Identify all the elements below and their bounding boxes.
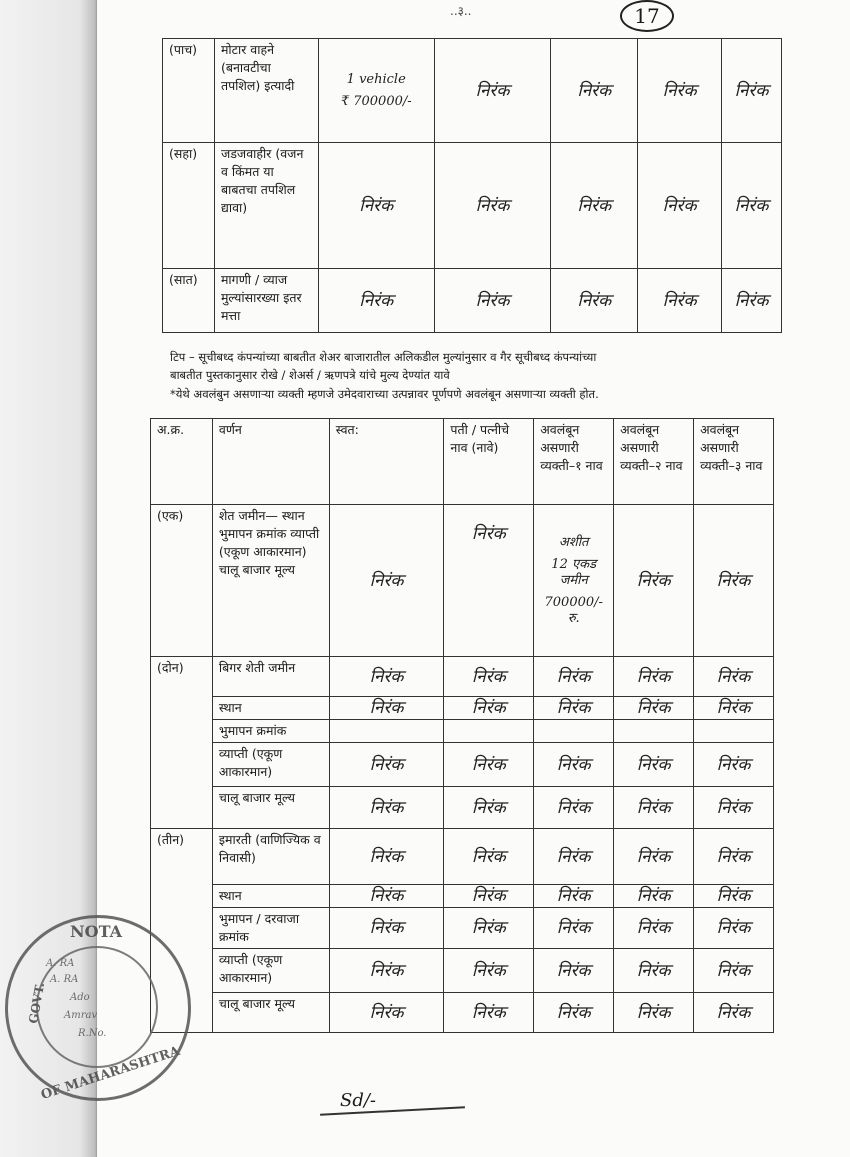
row-number: (पाच) [163, 39, 215, 143]
handwritten-value: निरंक [694, 908, 774, 949]
handwritten-value: निरंक [722, 143, 782, 269]
handwritten-value: निरंक [722, 269, 782, 333]
table-row [151, 829, 774, 885]
table-row [151, 505, 774, 657]
row-description: भुमापन / दरवाजा क्रमांक [212, 908, 329, 949]
handwritten-value: निरंक [694, 697, 774, 720]
row-description: व्याप्ती (एकूण आकारमान) [212, 743, 329, 787]
header-dependent-2: अवलंबून असणारी व्यक्ती–२ नाव [614, 419, 694, 505]
row-description: चालू बाजार मूल्य [212, 993, 329, 1033]
table-row [151, 657, 774, 697]
row-number: (सात) [163, 269, 215, 333]
handwritten-value: निरंक [534, 743, 614, 787]
table-row [151, 787, 774, 829]
row-number: (सहा) [163, 143, 215, 269]
page-number: ..३.. [450, 4, 472, 18]
handwritten-self-value: 1 vehicle ₹ 700000/- [318, 39, 434, 143]
table-row [151, 908, 774, 949]
row-description: चालू बाजार मूल्य [212, 787, 329, 829]
row-description: बिगर शेती जमीन [212, 657, 329, 697]
handwritten-value: निरंक [614, 993, 694, 1033]
row-number: (तीन) [151, 829, 213, 1033]
notary-stamp [5, 915, 191, 1104]
handwritten-value: निरंक [444, 908, 534, 949]
handwritten-value: निरंक [694, 505, 774, 657]
handwritten-value: निरंक [444, 885, 534, 908]
handwritten-value: निरंक [534, 787, 614, 829]
handwritten-value: निरंक [614, 743, 694, 787]
handwritten-value: निरंक [551, 39, 638, 143]
handwritten-value: निरंक [444, 657, 534, 697]
handwritten-value: निरंक [694, 787, 774, 829]
row-number: (दोन) [151, 657, 213, 829]
stamp-line: Ado [70, 992, 90, 1003]
handwritten-value: निरंक [534, 949, 614, 993]
stamp-bottom-text: OF MAHARASHTRA [39, 1043, 182, 1104]
handwritten-value: निरंक [551, 143, 638, 269]
handwritten-value: निरंक [329, 908, 444, 949]
handwritten-value: निरंक [614, 885, 694, 908]
handwritten-value: निरंक [534, 908, 614, 949]
handwritten-value [329, 720, 444, 743]
stamp-line: R.No. [78, 1028, 107, 1039]
handwritten-value: निरंक [614, 787, 694, 829]
table-row [163, 269, 782, 333]
handwritten-value: निरंक [694, 949, 774, 993]
header-serial: अ.क्र. [151, 419, 213, 505]
handwritten-value: निरंक [434, 39, 551, 143]
handwritten-spouse-value: निरंक [444, 505, 534, 657]
row-description: भुमापन क्रमांक [212, 720, 329, 743]
row-description: इमारती (वाणिज्यिक व निवासी) [212, 829, 329, 885]
table-row [151, 697, 774, 720]
handwritten-value: निरंक [329, 829, 444, 885]
stamp-line: Amrav [64, 1010, 98, 1021]
handwritten-value: निरंक [614, 657, 694, 697]
handwritten-value: निरंक [614, 829, 694, 885]
handwritten-value: निरंक [694, 993, 774, 1033]
handwritten-value [614, 720, 694, 743]
handwritten-value: निरंक [722, 39, 782, 143]
table-row [163, 143, 782, 269]
table-row [151, 993, 774, 1033]
handwritten-value: निरंक [444, 787, 534, 829]
table-row [151, 949, 774, 993]
handwritten-value: निरंक [534, 697, 614, 720]
row-description: जडजवाहीर (वजन व किंमत या बाबतचा तपशिल द्यावा) [214, 143, 318, 269]
handwritten-value: निरंक [329, 885, 444, 908]
handwritten-value: निरंक [551, 269, 638, 333]
header-spouse: पती / पत्नीचे नाव (नावे) [444, 419, 534, 505]
handwritten-value: निरंक [534, 885, 614, 908]
handwritten-value: निरंक [444, 743, 534, 787]
handwritten-value: निरंक [638, 39, 722, 143]
row-description: स्थान [212, 697, 329, 720]
handwritten-value: निरंक [614, 949, 694, 993]
handwritten-value: निरंक [444, 949, 534, 993]
circled-page-number: 17 [620, 0, 674, 32]
row-description: मागणी / व्याज मुल्यांसारख्या इतर मत्ता [214, 269, 318, 333]
handwritten-value: निरंक [614, 505, 694, 657]
table-row [151, 743, 774, 787]
handwritten-value: निरंक [329, 697, 444, 720]
handwritten-self-value: निरंक [318, 143, 434, 269]
row-description: स्थान [212, 885, 329, 908]
header-dependent-1: अवलंबून असणारी व्यक्ती–१ नाव [534, 419, 614, 505]
row-description: मोटार वाहने (बनावटीचा तपशिल) इत्यादी [214, 39, 318, 143]
header-self: स्वत: [329, 419, 444, 505]
handwritten-value: निरंक [614, 908, 694, 949]
handwritten-value [694, 720, 774, 743]
handwritten-value: निरंक [434, 269, 551, 333]
handwritten-self-value: निरंक [318, 269, 434, 333]
handwritten-value: निरंक [329, 657, 444, 697]
handwritten-value: निरंक [534, 829, 614, 885]
header-description: वर्णन [212, 419, 329, 505]
table-row [163, 39, 782, 143]
land-buildings-table [150, 418, 774, 1033]
header-dependent-3: अवलंबून असणारी व्यक्ती–३ नाव [694, 419, 774, 505]
handwritten-value: निरंक [329, 993, 444, 1033]
row-number: (एक) [151, 505, 213, 657]
table-header-row [151, 419, 774, 505]
handwritten-value: निरंक [444, 697, 534, 720]
handwritten-value: निरंक [329, 743, 444, 787]
handwritten-value [444, 720, 534, 743]
handwritten-self-value: निरंक [329, 505, 444, 657]
handwritten-value: निरंक [444, 829, 534, 885]
handwritten-value [534, 720, 614, 743]
note-line: टिप – सूचीबध्द कंपन्यांच्या बाबतीत शेअर बाजारातील अलिकडील मुल्यांनुसार व गैर सूचीबध्द कंपन्यांच्या [170, 350, 597, 364]
handwritten-value: निरंक [694, 743, 774, 787]
handwritten-value: निरंक [534, 993, 614, 1033]
handwritten-dependent-1-value: अशीत 12 एकड जमीन 700000/- रु. [534, 505, 614, 657]
note-footnote: *येथे अवलंबुन असणाऱ्या व्यक्ती म्हणजे उमेदवाराच्या उत्पन्नावर पूर्णपणे अवलंबून असणाऱ्या व्यक्ती होत. [170, 387, 599, 401]
handwritten-value: निरंक [329, 787, 444, 829]
table-row [151, 720, 774, 743]
note-line: बाबतीत पुस्तकानुसार रोखे / शेअर्स / ऋणपत्रे यांचे मुल्य देण्यांत यावे [170, 368, 450, 382]
handwritten-value: निरंक [614, 697, 694, 720]
stamp-line: A. RA [46, 958, 75, 969]
row-description: व्याप्ती (एकूण आकारमान) [212, 949, 329, 993]
handwritten-value: निरंक [444, 993, 534, 1033]
stamp-line: A. RA [50, 974, 79, 985]
handwritten-value: निरंक [329, 949, 444, 993]
handwritten-value: निरंक [434, 143, 551, 269]
handwritten-value: निरंक [638, 269, 722, 333]
handwritten-value: निरंक [694, 657, 774, 697]
signature: Sd/- [340, 1090, 376, 1111]
handwritten-value: निरंक [694, 829, 774, 885]
assets-table-continued [162, 38, 782, 333]
table-row [151, 885, 774, 908]
stamp-side-text: GOVT. [26, 981, 48, 1025]
row-description: शेत जमीन— स्थान भुमापन क्रमांक व्याप्ती (एकूण आकारमान) चालू बाजार मूल्य [212, 505, 329, 657]
stamp-top-text: NOTA [70, 922, 123, 941]
handwritten-value: निरंक [534, 657, 614, 697]
handwritten-value: निरंक [694, 885, 774, 908]
handwritten-value: निरंक [638, 143, 722, 269]
